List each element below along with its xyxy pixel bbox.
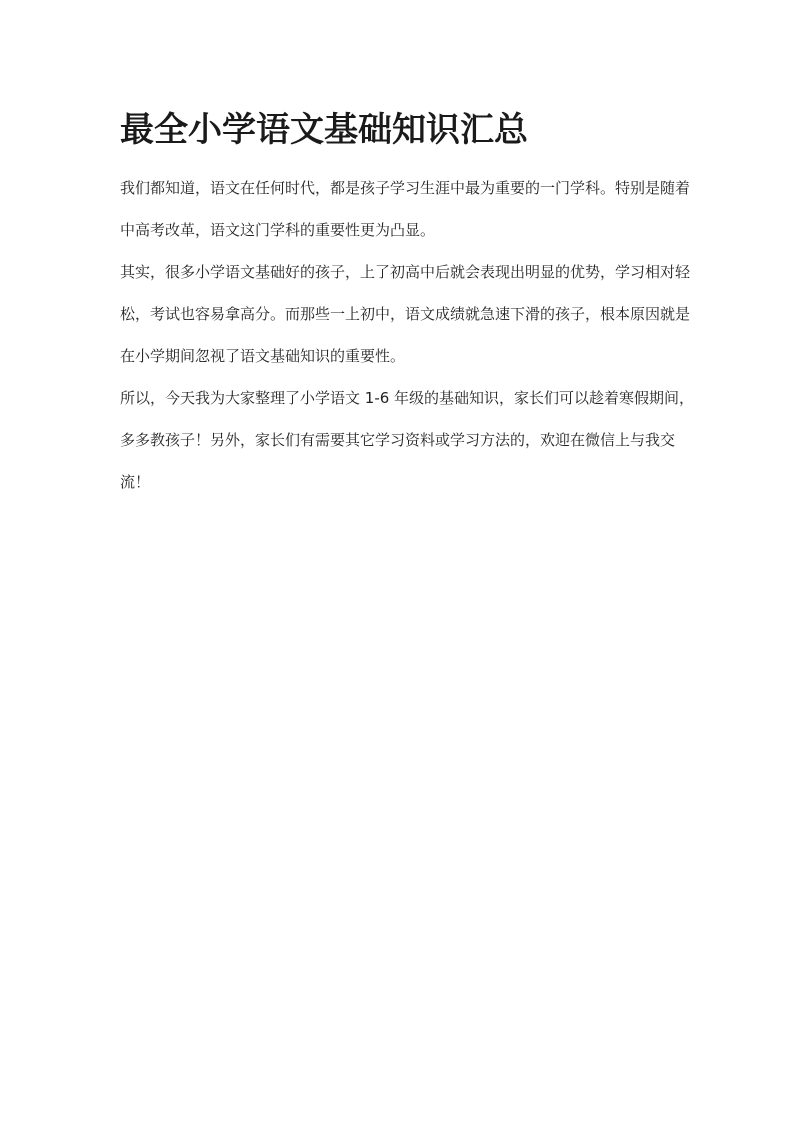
paragraph-closing: 所以，今天我为大家整理了小学语文 1-6 年级的基础知识，家长们可以趁着寒假期间，多多教孩子！另外，家长们有需要其它学习资料或学习方法的，欢迎在微信上与我交流！	[120, 389, 695, 491]
document-body	[120, 108, 700, 503]
paragraph-intro: 我们都知道，语文在任何时代，都是孩子学习生涯中最为重要的一门学科。特别是随着中高考改革，语文这门学科的重要性更为凸显。	[120, 179, 691, 239]
document-title: 最全小学语文基础知识汇总	[120, 110, 528, 150]
paragraph-foundation: 其实，很多小学语文基础好的孩子，上了初高中后就会表现出明显的优势，学习相对轻松，考试也容易拿高分。而那些一上初中，语文成绩就急速下滑的孩子，根本原因就是在小学期间忽视了语文基础知识的重要性。	[120, 263, 691, 365]
